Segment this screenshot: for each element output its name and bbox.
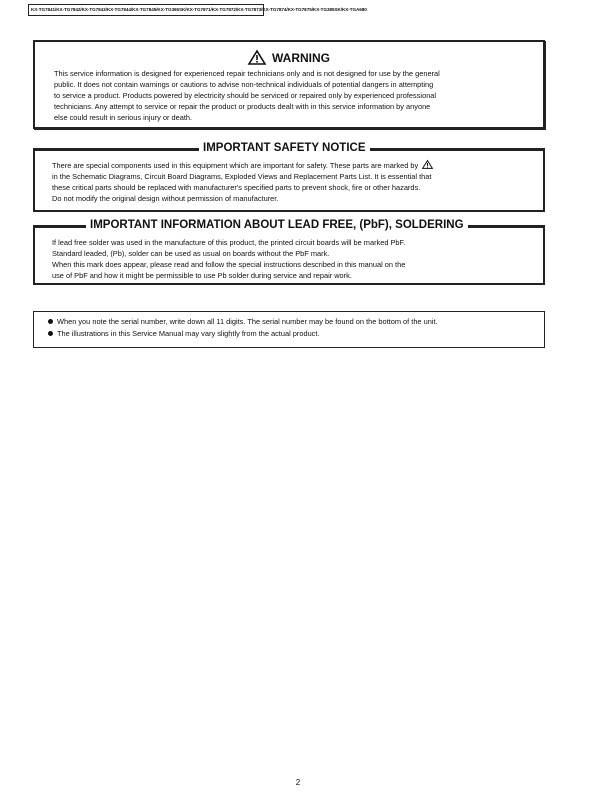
- safety-text: [52, 160, 522, 204]
- lead-free-text: [52, 237, 492, 281]
- safety-line: Do not modify the original design without permission of manufacturer.: [52, 194, 279, 203]
- warning-line: technicians. Any attempt to service or repair the product or products dealt with in this service information by anyone: [54, 102, 431, 111]
- lead-free-title: IMPORTANT INFORMATION ABOUT LEAD FREE, (PbF), SOLDERING: [86, 218, 468, 232]
- warning-heading: [35, 50, 543, 66]
- safety-line: in the Schematic Diagrams, Circuit Board Diagrams, Exploded Views and Replacement Parts List. It is essential that: [52, 172, 432, 181]
- warning-text: [54, 68, 532, 123]
- bullet-icon: [48, 319, 53, 324]
- lead-left-border: [33, 225, 35, 285]
- safety-left-border: [33, 148, 35, 212]
- safety-title: IMPORTANT SAFETY NOTICE: [199, 141, 370, 155]
- lead-line: Standard leaded, (Pb), solder can be used as usual on boards without the PbF mark.: [52, 249, 330, 258]
- warning-line: public. It does not contain warnings or cautions to advise non-technical individuals of potential dangers in attempting: [54, 80, 434, 89]
- safety-right-border: [543, 148, 545, 212]
- notes-list: [48, 316, 438, 340]
- safety-bottom-border: [33, 210, 545, 212]
- safety-line: these critical parts should be replaced with manufacturer's specified parts to prevent shock, fire or other hazards.: [52, 183, 421, 192]
- notes-box: [33, 311, 545, 348]
- list-item: The illustrations in this Service Manual may vary slightly from the actual product.: [48, 328, 438, 340]
- warning-triangle-icon: [248, 50, 266, 65]
- page-number: 2: [295, 778, 301, 787]
- warning-box: [33, 40, 545, 129]
- lead-line: When this mark does appear, please read and follow the special instructions described in this manual on the: [52, 260, 406, 269]
- lead-line: use of PbF and how it might be permissible to use Pb solder during service and repair work.: [52, 271, 352, 280]
- lead-right-border: [543, 225, 545, 285]
- safety-mark-icon: [422, 160, 433, 169]
- warning-title: WARNING: [272, 51, 330, 65]
- model-list-header: KX-TG7841/KX-TG7842/KX-TG7843/KX-TG7844/KX-TG7845/KX-TG365SK/KX-TG7871/KX-TG7872/KX-TG7873/KX-TG7874/KX-TG7875/KX-TG385SK/KX-TGA680: [28, 4, 264, 16]
- safety-line: There are special components used in this equipment which are important for safety. These parts are marked by: [52, 160, 522, 171]
- lead-bottom-border: [33, 283, 545, 285]
- list-item: When you note the serial number, write down all 11 digits. The serial number may be found on the bottom of the unit.: [48, 316, 438, 328]
- warning-line: This service information is designed for experienced repair technicians only and is not designed for use by the general: [54, 69, 440, 78]
- bullet-icon: [48, 331, 53, 336]
- warning-line: to service a product. Products powered by electricity should be serviced or repaired only by experienced professional: [54, 91, 437, 100]
- warning-line: else could result in serious injury or death.: [54, 113, 193, 122]
- lead-line: If lead free solder was used in the manufacture of this product, the printed circuit boards will be marked PbF.: [52, 238, 406, 247]
